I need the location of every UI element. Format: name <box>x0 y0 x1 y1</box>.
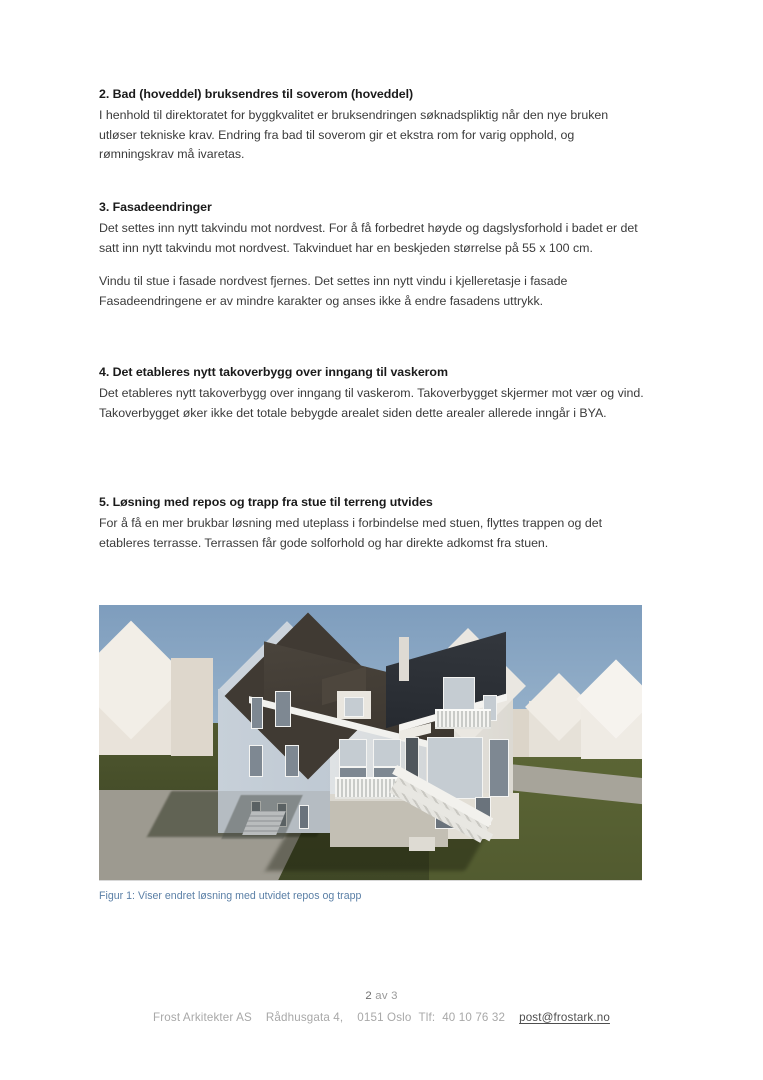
section-4-paragraph-1: Det etableres nytt takoverbygg over inngang til vaskerom. Takoverbygget skjermer mot vær og vind. Takoverbygget øker ikke det totale bebygde arealet siden dette arealer allerede inngår i BYA. <box>99 385 644 420</box>
footer-street: Rådhusgata 4, <box>265 1011 344 1024</box>
render-stair-landing <box>409 837 435 851</box>
render-window <box>489 739 509 797</box>
render-window <box>251 697 263 729</box>
footer-company: Frost Arkitekter AS <box>153 1011 252 1024</box>
page-number-total: 3 <box>391 990 398 1002</box>
render-window-dormer <box>344 697 364 717</box>
footer-phone: 40 10 76 32 <box>442 1011 506 1024</box>
render-window <box>285 745 299 777</box>
render-window <box>275 691 291 727</box>
architectural-rendering-image <box>99 605 642 881</box>
section-4 <box>99 364 644 423</box>
section-5-paragraph-1: For å få en mer brukbar løsning med uteplass i forbindelse med stuen, flyttes trappen og det etableres terrasse. Terrassen får gode solforhold og har direkte adkomst fra stuen. <box>99 515 603 550</box>
page-footer <box>0 990 763 1024</box>
section-2-heading: 2. Bad (hoveddel) bruksendres til soverom (hoveddel) <box>99 87 414 101</box>
section-5 <box>99 494 644 553</box>
render-window <box>373 739 401 767</box>
render-window <box>249 745 263 777</box>
render-chimney <box>399 637 409 681</box>
render-neighbour-left-side <box>171 658 213 756</box>
footer-postal-city: 0151 Oslo <box>357 1011 412 1024</box>
section-5-heading: 5. Løsning med repos og trapp fra stue til terreng utvides <box>99 495 433 509</box>
page-number-current: 2 <box>365 990 372 1002</box>
section-3-paragraph-1: Det settes inn nytt takvindu mot nordvest. For å få forbedret høyde og dagslysforhold i badet er det satt inn nytt takvindu mot nordvest. Takvinduet har en beskjeden størrelse på 55 x 100 cm. <box>99 220 638 255</box>
section-4-heading: 4. Det etableres nytt takoverbygg over inngang til vaskerom <box>99 365 448 379</box>
figure-1 <box>99 605 642 904</box>
page-number <box>0 990 763 1002</box>
footer-phone-label: Tlf: <box>418 1011 436 1024</box>
render-window <box>339 739 367 767</box>
section-3-paragraph-2: Vindu til stue i fasade nordvest fjernes. Det settes inn nytt vindu i kjelleretasje i fasade Fasadeendringene er av mindre karakter og anses ikke å endre fasadens uttrykk. <box>99 274 568 308</box>
figure-caption: Figur 1: Viser endret løsning med utvidet repos og trapp <box>99 890 362 902</box>
footer-contact-line <box>0 1011 763 1024</box>
section-3-heading: 3. Fasadeendringer <box>99 200 212 214</box>
section-2-paragraph-1: I henhold til direktoratet for byggkvalitet er bruksendringen søknadspliktig når den nye bruken utløser tekniske krav. Endring fra bad til soverom gir et ekstra rom for varig opphold, og rømningskrav må ivaretas. <box>99 107 609 162</box>
page-number-separator: av <box>375 990 388 1002</box>
section-2 <box>99 86 644 165</box>
render-balcony-railing <box>435 709 491 729</box>
render-window <box>299 805 309 829</box>
footer-email-link[interactable]: post@frostark.no <box>519 1011 610 1024</box>
section-3 <box>99 199 644 311</box>
